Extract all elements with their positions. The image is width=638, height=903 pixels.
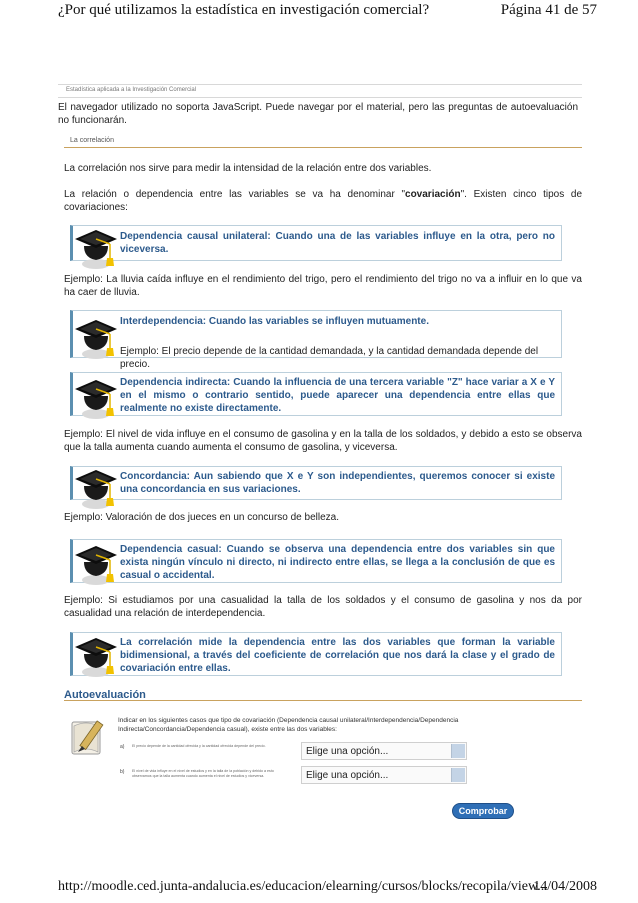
example-text: Ejemplo: El precio depende de la cantidad demandada, y la cantidad demandada depende del precio. [120,346,539,370]
graduation-cap-icon [74,312,118,362]
footer-url: http://moodle.ced.junta-andalucia.es/educacion/elearning/cursos/blocks/recopila/view... [58,879,548,894]
graduation-cap-icon [74,462,118,512]
graduation-cap-icon [74,538,118,588]
select-value: Elige una opción... [306,746,389,757]
definition-box-indirect [70,372,562,416]
check-button[interactable]: Comprobar [452,803,514,819]
quiz-pencil-icon [66,716,110,760]
covariation-term: covariación [405,189,461,200]
covariation-paragraph [64,188,582,214]
document-title: ¿Por qué utilizamos la estadística en investigación comercial? [58,2,430,18]
intro-paragraph: La correlación nos sirve para medir la intensidad de la relación entre dos variables. [64,163,432,174]
definition-box-concordance [70,466,562,500]
definition-text: Concordancia: Aun sabiendo que X e Y son independientes, queremos conocer si existe una concordancia en sus variaciones. [120,471,555,495]
item-label-b: b) [120,769,125,775]
section-title: La correlación [70,137,114,144]
example-paragraph: Ejemplo: Valoración de dos jueces en un concurso de belleza. [64,512,339,523]
definition-box-causal-unilateral [70,225,562,261]
covariation-text-end: ". Existen cinco tipos de covariaciones: [64,189,583,213]
example-paragraph: Ejemplo: El nivel de vida influye en el consumo de gasolina y en la talla de los soldados, y debido a esto se observa que la talla aumenta cuando aumenta el consumo de gasolina, y viceversa. [64,429,582,453]
select-value: Elige una opción... [306,770,389,781]
answer-select-b[interactable] [301,766,467,784]
definition-box-casual [70,539,562,583]
item-text-b: El nivel de vida influye en el nivel de estudios y en la talla de la población y debido a esto observamos que la talla aumenta cuando aumenta el nivel de estudios y viceversa. [132,769,274,778]
dropdown-arrow-icon[interactable] [451,744,465,758]
javascript-warning: El navegador utilizado no soporta JavaScript. Puede navegar por el material, pero las preguntas de autoevaluación no funcionarán. [58,102,578,126]
example-paragraph: Ejemplo: La lluvia caída influye en el rendimiento del trigo, pero el rendimiento del trigo no va a influir en lo que va ha caer de lluvia. [64,274,582,298]
self-assessment-title: Autoevaluación [64,689,146,701]
definition-box-interdependence [70,310,562,370]
graduation-cap-icon [74,372,118,422]
graduation-cap-icon [74,630,118,680]
example-paragraph: Ejemplo: Si estudiamos por una casualidad la talla de los soldados y el consumo de gasolina y nos da por casualidad una relación de interdependencia. [64,595,582,619]
item-label-a: a) [120,744,125,750]
dropdown-arrow-icon[interactable] [451,768,465,782]
covariation-text-start: La relación o dependencia entre las variables se va ha denominar " [64,189,406,200]
definition-text: Dependencia indirecta: Cuando la influencia de una tercera variable "Z" hace variar a X e Y en el mismo o contrario sentido, puede aparecer una dependencia entre ellas que realmente no existe directamente. [120,377,555,414]
breadcrumb-label: Estadística aplicada a la Investigación Comercial [66,87,197,93]
answer-select-a[interactable] [301,742,467,760]
item-text-a: El precio depende de la cantidad ofrecida y la cantidad ofrecida depende del precio. [132,744,266,748]
graduation-cap-icon [74,222,118,272]
definition-text: Dependencia causal unilateral: Cuando una de las variables influye en la otra, pero no viceversa. [120,231,555,255]
definition-box-correlation [70,632,562,676]
definition-text: Interdependencia: Cuando las variables se influyen mutuamente. [120,316,429,327]
definition-text: Dependencia casual: Cuando se observa una dependencia entre dos variables sin que exista ningún vínculo ni directo, ni indirecto entre ellas, se llega a la conclusión de que es casual o accidental. [120,544,555,581]
definition-text: La correlación mide la dependencia entre las dos variables que forman la variable bidimensional, a través del coeficiente de correlación que nos dará la clase y el grado de covariación entre ellas. [120,637,555,674]
breadcrumb [58,84,582,98]
footer-date: 14/04/2008 [533,879,597,894]
self-assessment-question: Indicar en los siguientes casos que tipo de covariación (Dependencia causal unilateral/Interdependencia/Dependencia Indirecta/Concordancia/Dependencia casual), existe entre las dos variables: [118,717,459,733]
section-header [64,134,582,148]
page-number: Página 41 de 57 [500,2,597,18]
